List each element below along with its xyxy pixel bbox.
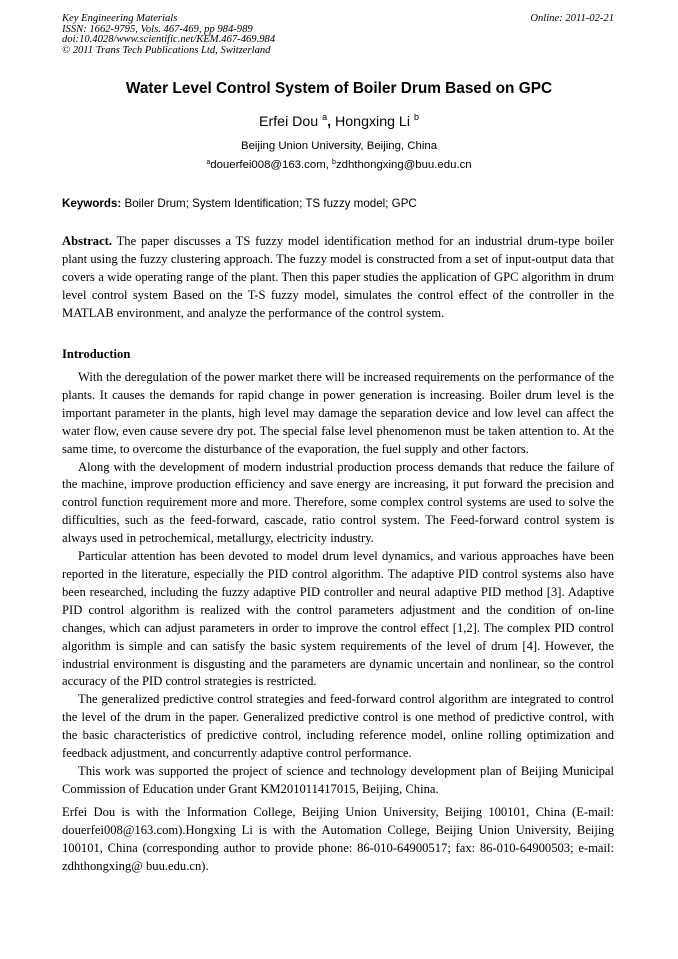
email-list [0,159,678,171]
author-list [0,112,678,130]
abstract-text: The paper discusses a TS fuzzy model identification method for an industrial drum-type boiler plant using the fuzzy clustering approach. The fuzzy model is constructed from a set of input-output data that covers a wide operating range of the plant. Then this paper studies the application of GPC algorithm in drum level control system Based on the T-S fuzzy model, simulates the control effect of the controller in the MATLAB environment, and analyze the performance of the control system. [62,234,614,320]
email-separator: , [325,159,333,171]
doi-link[interactable]: doi:10.4028/www.scientific.net/KEM.467-469.984 [62,34,276,46]
author-separator: , [327,114,336,130]
author-info-text: Erfei Dou is with the Information College, Beijing Union University, Beijing 100101, China (E-mail: douerfei008@163.com).Hongxing Li is with the Automation College, Beijing Union University, Beijing 100101, China (corresponding author to provide phone: 86-010-64900517; fax: 86-010-64900503; e-mail: zdhthongxing@ buu.edu.cn). [62,805,614,873]
copyright-line: © 2011 Trans Tech Publications Ltd, Switzerland [62,44,271,56]
email-link[interactable]: zdhthongxing@buu.edu.cn [335,159,472,171]
keywords [62,197,614,210]
email-mark: b [332,159,336,166]
online-date: Online: 2011-02-21 [530,13,614,24]
email-link[interactable]: douerfei008@163.com [210,159,326,171]
paragraph: The generalized predictive control strategies and feed-forward control algorithm are integrated to control the level of the drum in the paper. Generalized predictive control is one method of predictive control, with the basic characteristics of predictive control, including reference model, online rolling optimization and feedback adjustment, and concurrently adaptive control performance. [62,692,614,761]
abstract [62,233,614,323]
paragraph: With the deregulation of the power market there will be increased requirements on the performance of the plants. It causes the demands for rapid change in power generation is increasing. Boiler drum level is the important parameter in the plants, high level may damage the separation device and low level can affect the water flow, even cause severe dry pot. The special false level phenomenon must be taken attention to. At the same time, to overcome the disturbance of the evaporation, the fuel supply and other factors. [62,370,614,456]
keywords-text: Boiler Drum; System Identification; TS fuzzy model; GPC [121,197,417,210]
funding-text: This work was supported the project of science and technology development plan of Beijing Municipal Commission of Education under Grant KM201011417015, Beijing, China. [62,764,614,796]
author-affiliation-mark: b [413,112,419,122]
abstract-label: Abstract. [62,234,113,248]
introduction-section [62,369,614,763]
journal-name: Key Engineering Materials [62,13,178,24]
paragraph: Particular attention has been devoted to model drum level dynamics, and various approaches have been reported in the literature, especially the PID control algorithm. The adaptive PID control systems also have been researched, including the fuzzy adaptive PID controller and neural adaptive PID method [3]. Adaptive PID control algorithm is realized with the control parameters adjustment and the condition of on-line changes, which can adjust parameters in order to improve the control effect [1,2]. The complex PID control algorithm is simple and can satisfy the basic system requirements of the level of drum [4]. However, the industrial environment is disgusting and the parameters are dynamic uncertain and nonlinear, so the control accuracy of the PID control strategies is restricted. [62,549,614,689]
author-info-note [62,804,614,876]
issn-line: ISSN: 1662-9795, Vols. 467-469, pp 984-989 [62,23,253,35]
section-heading-introduction: Introduction [62,347,131,361]
page-header [62,14,614,56]
keywords-label: Keywords: [62,197,122,210]
author-name: Erfei Dou [259,114,319,130]
email-mark: a [206,159,211,166]
author-affiliation-mark: a [322,112,328,122]
funding-note [62,763,614,799]
author-name: Hongxing Li [335,114,410,130]
paragraph: Along with the development of modern industrial production process demands that reduce the failure of the machine, improve production efficiency and save energy are increasing, it put forward the precision and control function requirement more and more. Therefore, some complex control systems are used to solve the difficulties, such as the feed-forward, cascade, ratio control system. The Feed-forward control system is always used in petrochemical, metallurgy, electricity industry. [62,459,614,546]
paper-title: Water Level Control System of Boiler Drum Based on GPC [125,80,553,97]
affiliation: Beijing Union University, Beijing, China [240,140,438,152]
